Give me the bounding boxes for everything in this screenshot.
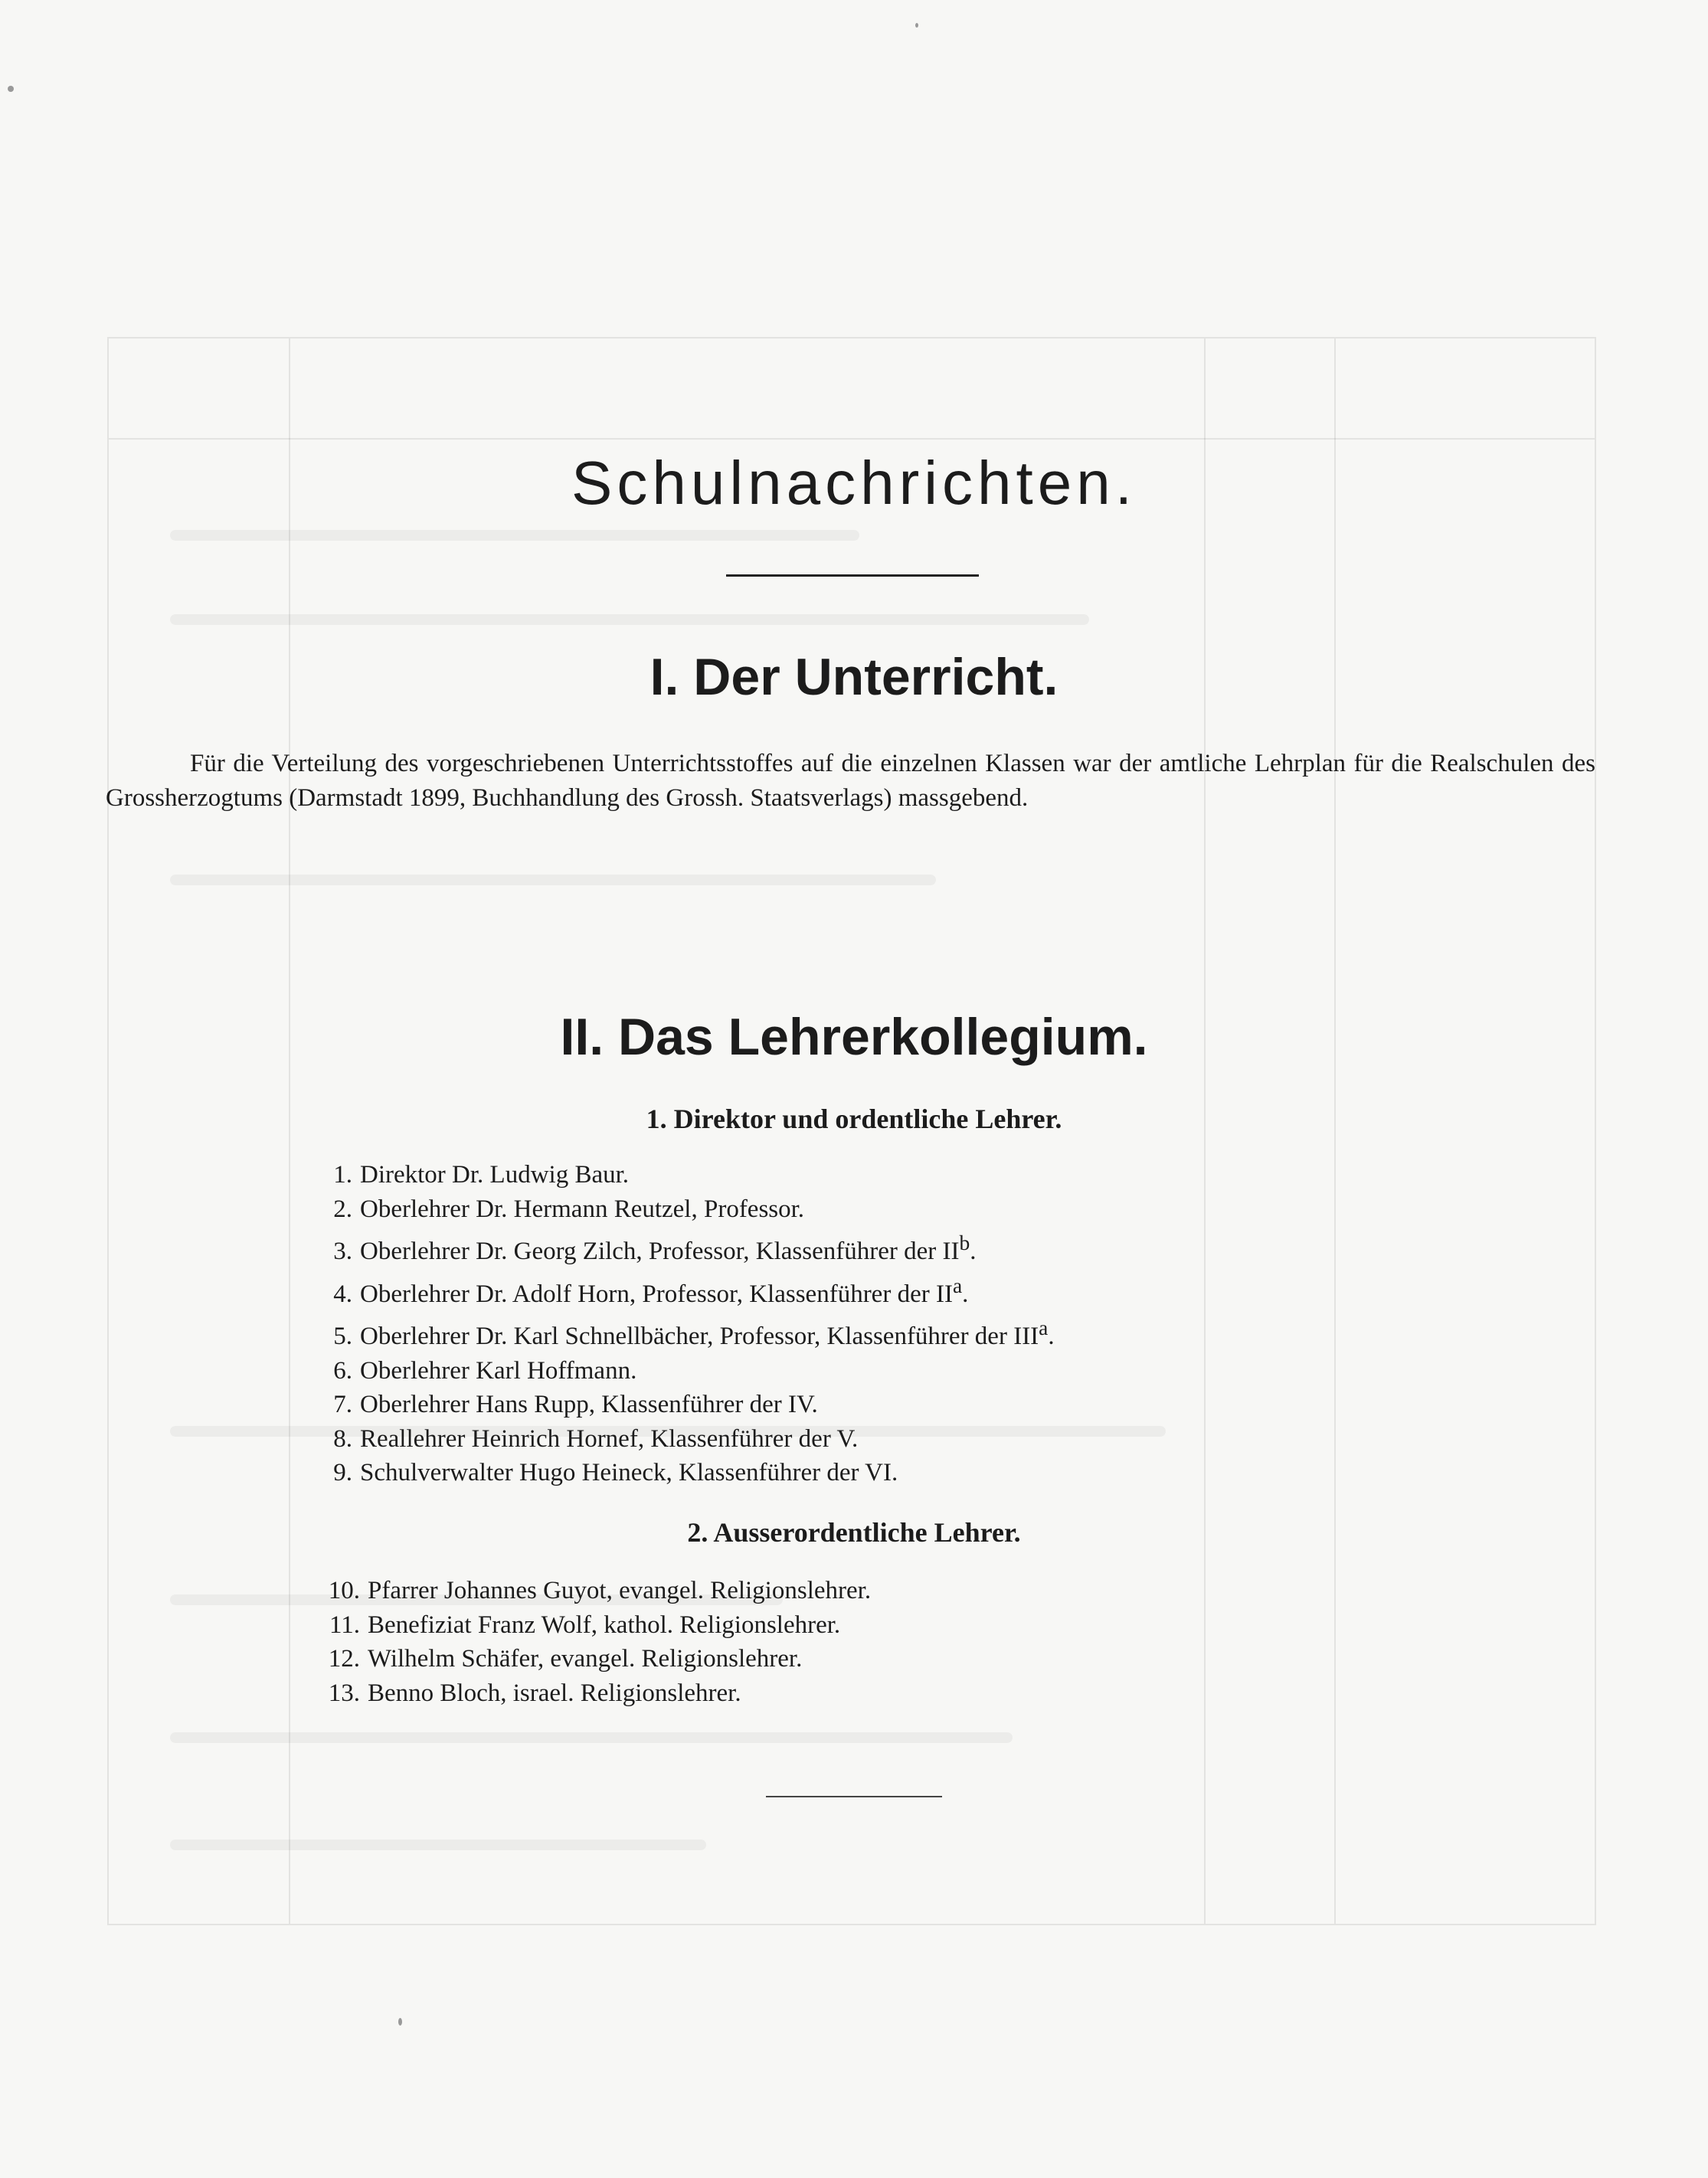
item-text: Schulverwalter Hugo Heineck, Klassenführer der VI. <box>360 1459 898 1486</box>
item-text: Oberlehrer Dr. Hermann Reutzel, Professor. <box>360 1195 805 1223</box>
subheading-ausserordentliche-lehrer: 2. Ausserordentliche Lehrer. <box>687 1517 1021 1548</box>
section-heading-lehrerkollegium: II. Das Lehrerkollegium. <box>560 1008 1148 1066</box>
item-end: . <box>962 1280 969 1308</box>
section-heading-unterricht: I. Der Unterricht. <box>649 648 1059 706</box>
list-item <box>310 1354 1055 1388</box>
class-superscript: a <box>952 1273 963 1297</box>
teacher-list <box>310 1158 1055 1490</box>
item-number: 3. <box>333 1238 352 1265</box>
item-number: 2. <box>333 1195 352 1223</box>
religion-teacher-list <box>314 1574 871 1710</box>
intro-paragraph: Für die Verteilung des vorgeschriebenen Unterrichtsstoffes auf die einzelnen Klassen war der amtliche Lehrplan für die Realschulen des Grossherzogtums (Darmstadt 1899, Buchhandlung des Grossh. Staatsverlags) massgebend. <box>106 750 1595 812</box>
item-text: Oberlehrer Dr. Georg Zilch, Professor, Klassenführer der II <box>360 1238 960 1265</box>
item-number: 13. <box>328 1679 360 1707</box>
item-text: Pfarrer Johannes Guyot, evangel. Religionslehrer. <box>368 1577 872 1604</box>
item-text: Oberlehrer Dr. Adolf Horn, Professor, Klassenführer der II <box>360 1280 953 1308</box>
list-item <box>314 1642 871 1676</box>
item-number: 11. <box>329 1611 360 1639</box>
item-text: Direktor Dr. Ludwig Baur. <box>360 1161 630 1189</box>
item-text: Reallehrer Heinrich Hornef, Klassenführer der V. <box>360 1424 859 1453</box>
item-text: Oberlehrer Hans Rupp, Klassenführer der IV. <box>360 1391 818 1418</box>
heading-divider <box>726 574 979 577</box>
paper-speck <box>8 86 14 92</box>
item-number: 7. <box>333 1391 352 1418</box>
list-item <box>310 1456 1055 1490</box>
list-item <box>310 1422 1055 1457</box>
item-number: 1. <box>333 1161 352 1189</box>
list-item <box>314 1574 871 1608</box>
main-heading: Schulnachrichten. <box>571 449 1137 517</box>
bleed-through-heading <box>352 230 1348 299</box>
list-item <box>310 1158 1055 1192</box>
paper-speck <box>915 23 918 28</box>
item-number: 12. <box>328 1645 360 1673</box>
list-item <box>314 1676 871 1711</box>
list-item <box>310 1192 1055 1227</box>
item-number: 9. <box>333 1459 352 1486</box>
list-item <box>310 1269 1055 1312</box>
item-text: Benefiziat Franz Wolf, kathol. Religionslehrer. <box>368 1611 841 1639</box>
item-text: Wilhelm Schäfer, evangel. Religionslehrer. <box>368 1645 803 1673</box>
list-item <box>314 1608 871 1643</box>
item-number: 4. <box>333 1280 352 1308</box>
item-end: . <box>970 1238 977 1265</box>
item-text: Oberlehrer Karl Hoffmann. <box>360 1356 637 1385</box>
list-item <box>310 1388 1055 1422</box>
list-item <box>310 1311 1055 1354</box>
class-superscript: b <box>959 1231 970 1254</box>
item-number: 8. <box>333 1424 352 1453</box>
class-superscript: a <box>1039 1316 1049 1339</box>
paper-speck <box>398 2018 402 2026</box>
item-end: . <box>1048 1323 1055 1350</box>
item-text: Benno Bloch, israel. Religionslehrer. <box>368 1679 741 1707</box>
item-number: 6. <box>333 1356 352 1385</box>
item-text: Oberlehrer Dr. Karl Schnellbächer, Professor, Klassenführer der III <box>360 1323 1039 1350</box>
item-number: 10. <box>328 1577 360 1604</box>
subheading-ordentliche-lehrer: 1. Direktor und ordentliche Lehrer. <box>646 1104 1062 1134</box>
list-item <box>310 1226 1055 1269</box>
item-number: 5. <box>333 1323 352 1350</box>
closing-divider <box>766 1796 942 1797</box>
